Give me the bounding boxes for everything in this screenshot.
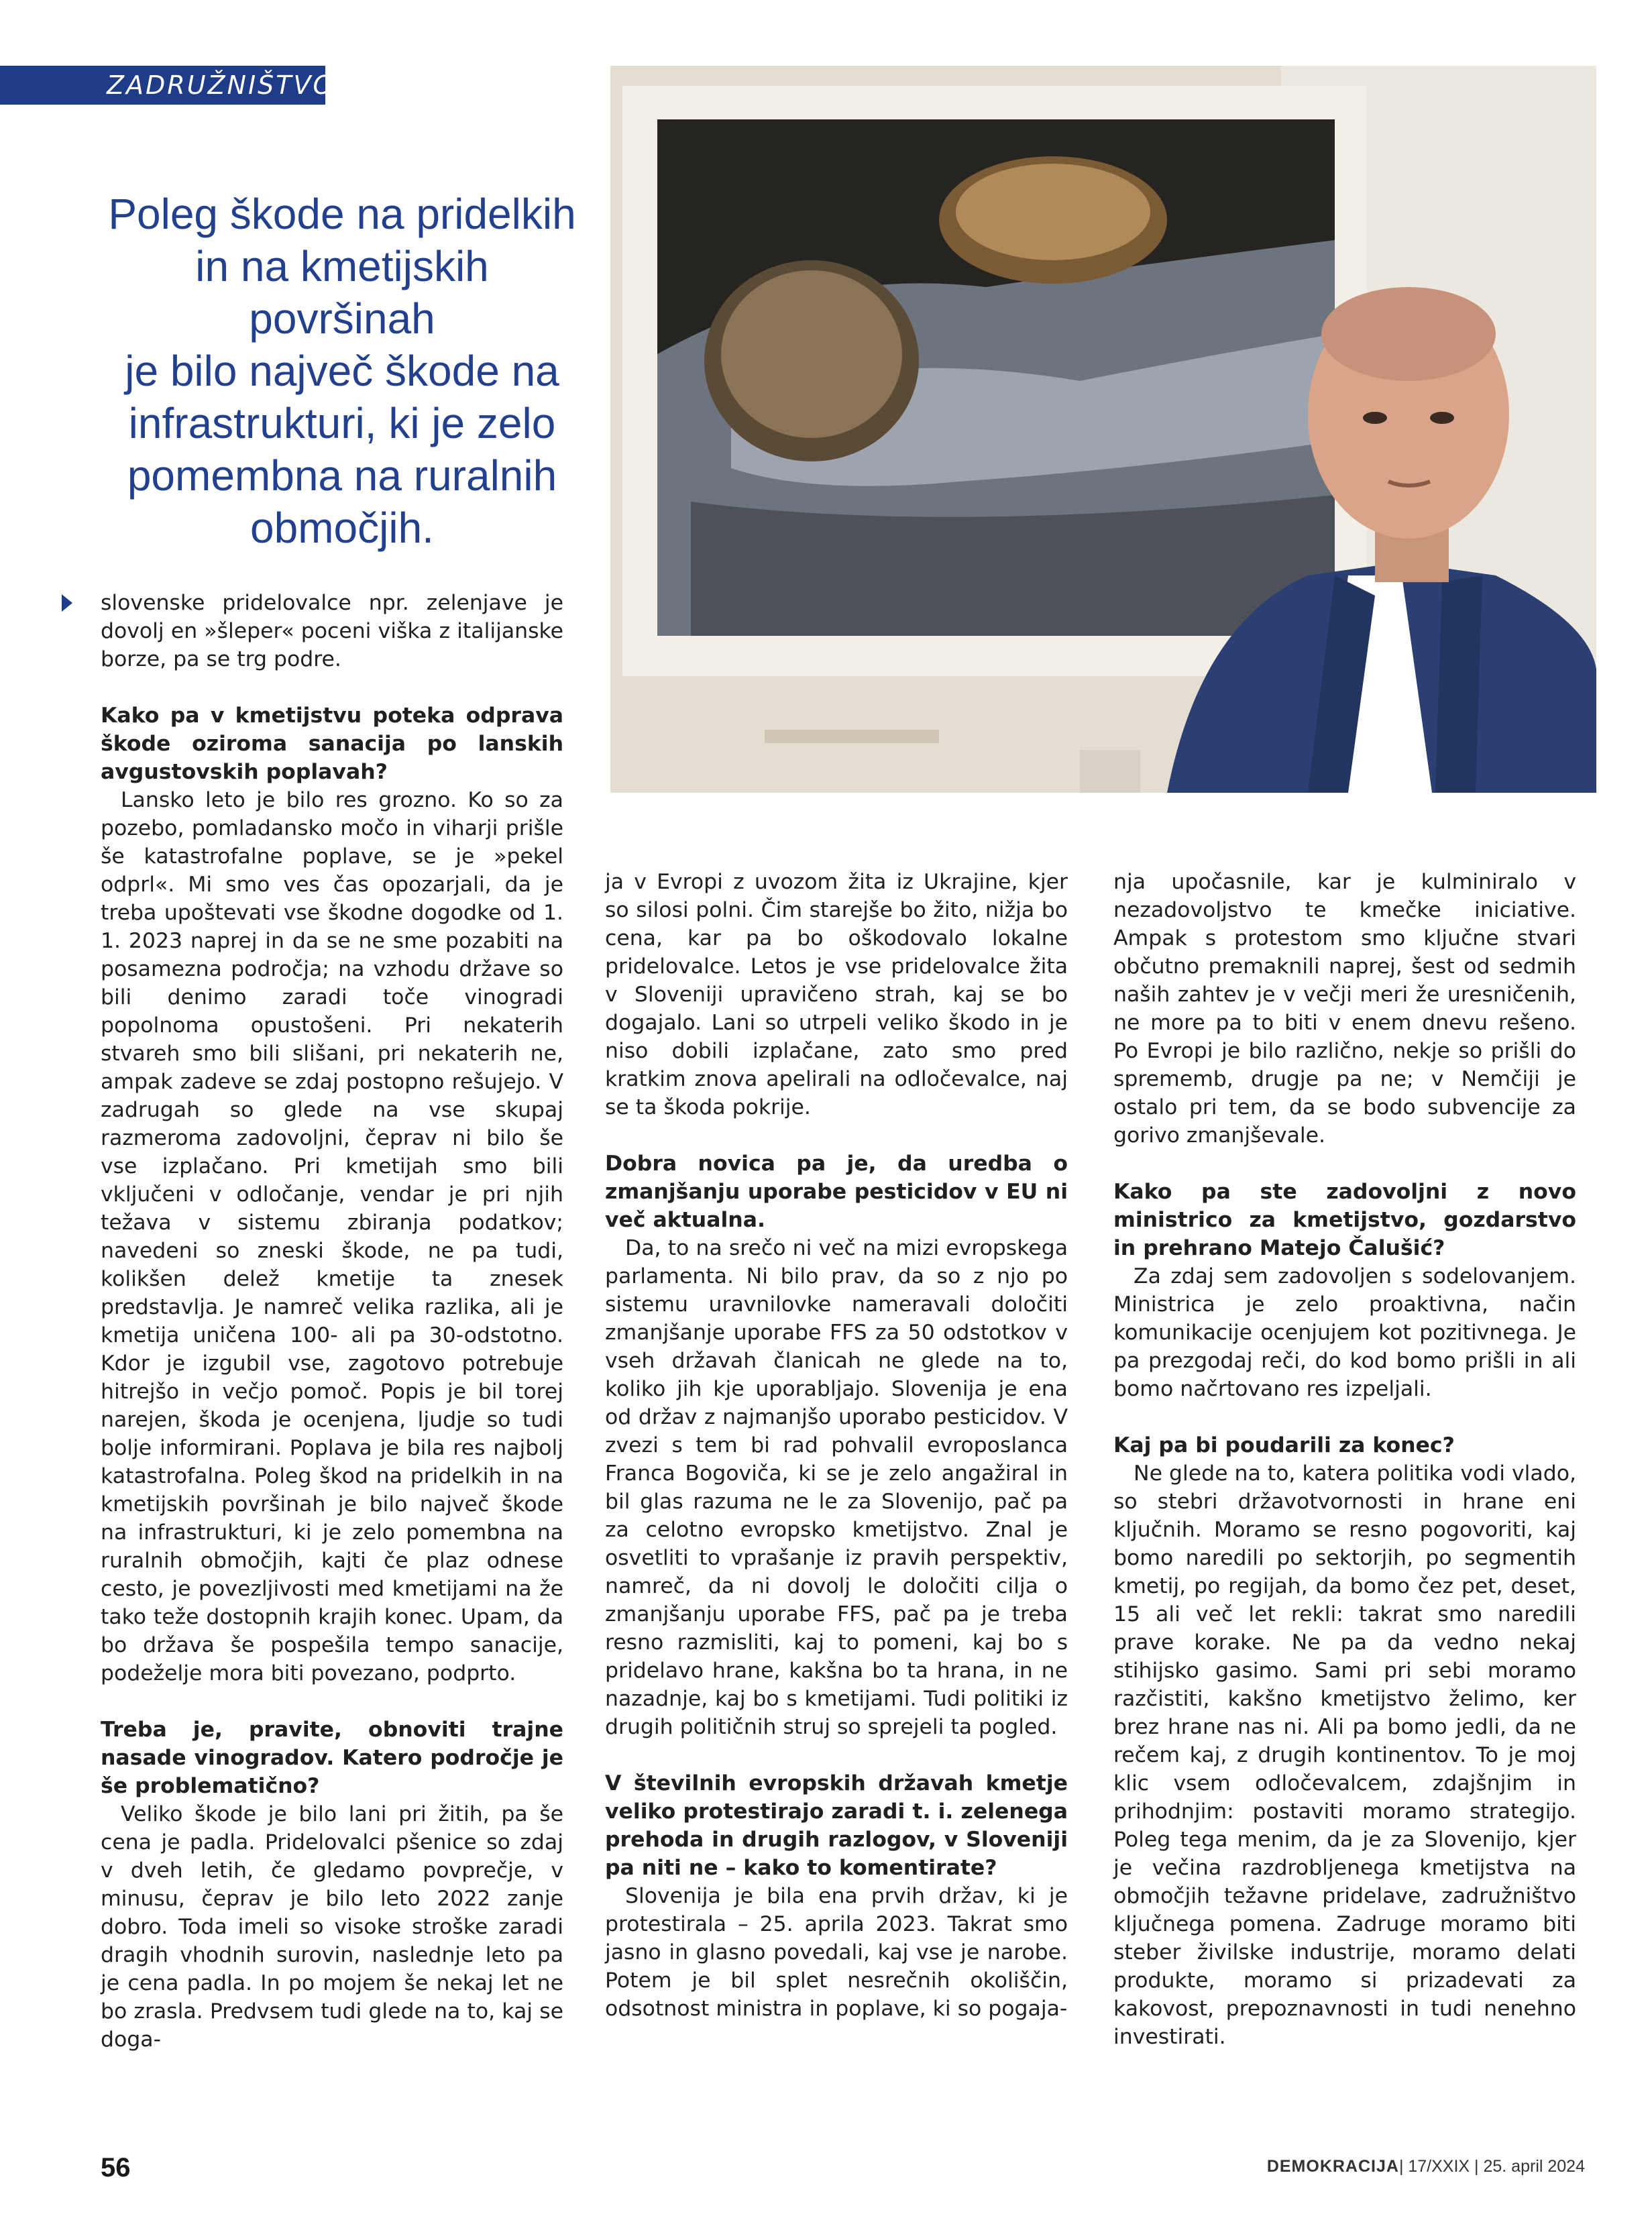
article-column-1 [101, 589, 563, 2054]
interview-question: Kaj pa bi poudarili za konec? [1113, 1433, 1455, 1457]
section-tag-bar [0, 66, 100, 105]
article-column-3 [1113, 868, 1576, 2051]
paragraph: ja v Evropi z uvozom žita iz Ukrajine, kjer so silosi polni. Čim starejše bo žito, nižja bo cena, kar pa bo oškodovalo lokalne pridelovalce. Letos je vse pridelovalce žita v Sloveniji upravičeno strah, kaj se bo dogajalo. Lani so utrpeli veliko škodo in je niso dobili izplačane, zato smo pred kratkim znova apelirali na odločevalce, naj se ta škoda pokrije. [605, 870, 1068, 1119]
interview-question: V številnih evropskih državah kmetje veliko protestirajo zaradi t. i. zelenega prehoda in drugih razlogov, v Sloveniji pa niti ne – kako to komentirate? [605, 1771, 1068, 1880]
page-number: 56 [101, 2153, 131, 2182]
interview-answer: Veliko škode je bilo lani pri žitih, pa še cena je padla. Pridelovalci pšenice so zdaj v dveh letih, če gledamo povprečje, v minusu, čeprav je bilo leto 2022 zanje dobro. Toda imeli so visoke stroške zaradi dragih vhodnih surovin, naslednje leto pa je cena padla. In po mojem še nekaj let ne bo zrasla. Predvsem tudi glede na to, kaj se doga- [101, 1802, 563, 2052]
article-column-2 [605, 868, 1068, 2023]
paragraph: slovenske pridelovalce npr. zelenjave je dovolj en »šleper« poceni viška z italijanske borze, pa se trg podre. [101, 591, 563, 671]
interview-answer: Za zdaj sem zadovoljen s sodelovanjem. Ministrica je zelo proaktivna, način komunikacije ocenjujem kot pozitivnega. Je pa prezgodaj reči, do kod bomo prišli in ali bomo načrtovano res izpeljali. [1113, 1264, 1576, 1401]
pull-quote: Poleg škode na pridelkih in na kmetijskih površinah je bilo največ škode na infrastrukturi, ki je zelo pomembna na ruralnih območjih. [108, 190, 576, 552]
interview-photo [610, 66, 1596, 793]
interview-answer: Lansko leto je bilo res grozno. Ko so za pozebo, pomladansko močo in viharji prišle še katastrofalne poplave, se je »pekel odprl«. Mi smo ves čas opozarjali, da je treba upoštevati vse škodne dogodke od 1. 1. 2023 naprej in da se ne sme pozabiti na posamezna področja; na vzhodu države so bili denimo zaradi toče vinogradi popolnoma opustošeni. Pri nekaterih stvareh smo bili slišani, pri nekaterih ne, ampak zadeve se zdaj postopno rešujejo. V zadrugah so glede na vse skupaj razmeroma zadovoljni, čeprav ni bilo še vse izplačano. Pri kmetijah smo bili vključeni v odločanje, vendar je pri njih težava v sistemu zbiranja podatkov; navedeni so zneski škode, ne pa tudi, kolikšen delež kmetije ta znesek predstavlja. Je namreč velika razlika, ali je kmetija uničena 100- ali pa 30-odstotno. Kdor je izgubil vse, zagotovo potrebuje hitrejšo in večjo pomoč. Popis je bil torej narejen, škoda je ocenjena, ljudje so tudi bolje informirani. Poplava je bila res najbolj katastrofalna. Poleg škod na pridelkih in na kmetijskih površinah je bilo največ škode na infrastrukturi, ki je zelo pomembna na ruralnih območjih, kajti če plaz odnese cesto, je povezljivosti med kmetijami na že tako teže dostopnih krajih konec. Upam, da bo država še pospešila tempo sanacije, podeželje mora biti povezano, podprto. [101, 788, 563, 1685]
footer-issue-info [1267, 2157, 1585, 2176]
interview-answer: Slovenija je bila ena prvih držav, ki je protestirala – 25. aprila 2023. Takrat smo jasno in glasno povedali, kaj vse je narobe. Potem je bil splet nesrečnih okoliščin, odsotnost ministra in poplave, ki so pogaja- [605, 1884, 1068, 2021]
issue-info: | 17/XXIX | 25. april 2024 [1398, 2157, 1585, 2176]
interview-answer: Da, to na srečo ni več na mizi evropskega parlamenta. Ni bilo prav, da so z njo po sistemu uravnilovke nameravali določiti zmanjšanje uporabe FFS za 50 odstotkov v vseh državah članicah ne glede na to, koliko jih kje uporabljajo. Slovenija je ena od držav z najmanjšo uporabo pesticidov. V zvezi s tem bi rad pohvalil evroposlanca Franca Bogoviča, ki se je zelo angažiral in bil glas razuma ne le za Slovenijo, pač pa za celotno evropsko kmetijstvo. Znal je osvetliti to vprašanje iz pravih perspektiv, namreč, da ni dovolj le določiti cilja o zmanjšanju uporabe FFS, pač pa je treba resno razmisliti, kaj to pomeni, kaj bo s pridelavo hrane, kakšna bo ta hrana, in ne nazadnje, kaj bo s kmetijami. Tudi politiki iz drugih političnih struj so sprejeli ta pogled. [605, 1236, 1068, 1739]
interview-question: Kako pa v kmetijstvu poteka odprava škode oziroma sanacija po lanskih avgustovskih poplavah? [101, 704, 563, 784]
paragraph: nja upočasnile, kar je kulminiralo v nezadovoljstvo te kmečke iniciative. Ampak s protestom smo ključne stvari občutno premaknili naprej, šest od sedmih naših zahtev je v večji meri že uresničenih, ne more pa to biti v enem dnevu rešeno. Po Evropi je bilo različno, nekje so prišli do sprememb, drugje pa ne; v Nemčiji je ostalo pri tem, da se bodo subvencije za gorivo zmanjševale. [1113, 870, 1576, 1148]
interview-question: Treba je, pravite, obnoviti trajne nasade vinogradov. Katero področje je še problematično? [101, 1718, 563, 1798]
interview-question: Dobra novica pa je, da uredba o zmanjšanju uporabe pesticidov v EU ni več aktualna. [605, 1152, 1068, 1232]
interview-answer: Ne glede na to, katera politika vodi vlado, so stebri državotvornosti in hrane eni ključnih. Moramo se resno pogovoriti, kaj bomo naredili po sektorjih, po segmentih kmetij, po regijah, da bomo čez pet, deset, 15 ali več let rekli: takrat smo naredili prave korake. Ne pa da vedno nekaj stihijsko gasimo. Sami pri sebi moramo razčistiti, kakšno kmetijstvo želimo, ker brez hrane nas ni. Ali pa bomo jedli, da ne rečem kaj, z drugih kontinentov. To je moj klic vsem odločevalcem, zdajšnjim in prihodnjim: postaviti moramo strategijo. Poleg tega menim, da je za Slovenijo, kjer je večina razdrobljenega kmetijstva na območjih težavne pridelave, zadružništvo ključnega pomena. Zadruge moramo biti steber živilske industrije, moramo delati produkte, moramo si prizadevati za kakovost, prepoznavnosti in tudi nenehno investirati. [1113, 1461, 1576, 2049]
interview-question: Kako pa ste zadovoljni z novo ministrico za kmetijstvo, gozdarstvo in prehrano Matejo Čalušić? [1113, 1180, 1576, 1260]
continuation-arrow-icon [62, 594, 72, 612]
section-tag: ZADRUŽNIŠTVO [100, 66, 325, 105]
magazine-name: DEMOKRACIJA [1266, 2157, 1399, 2176]
